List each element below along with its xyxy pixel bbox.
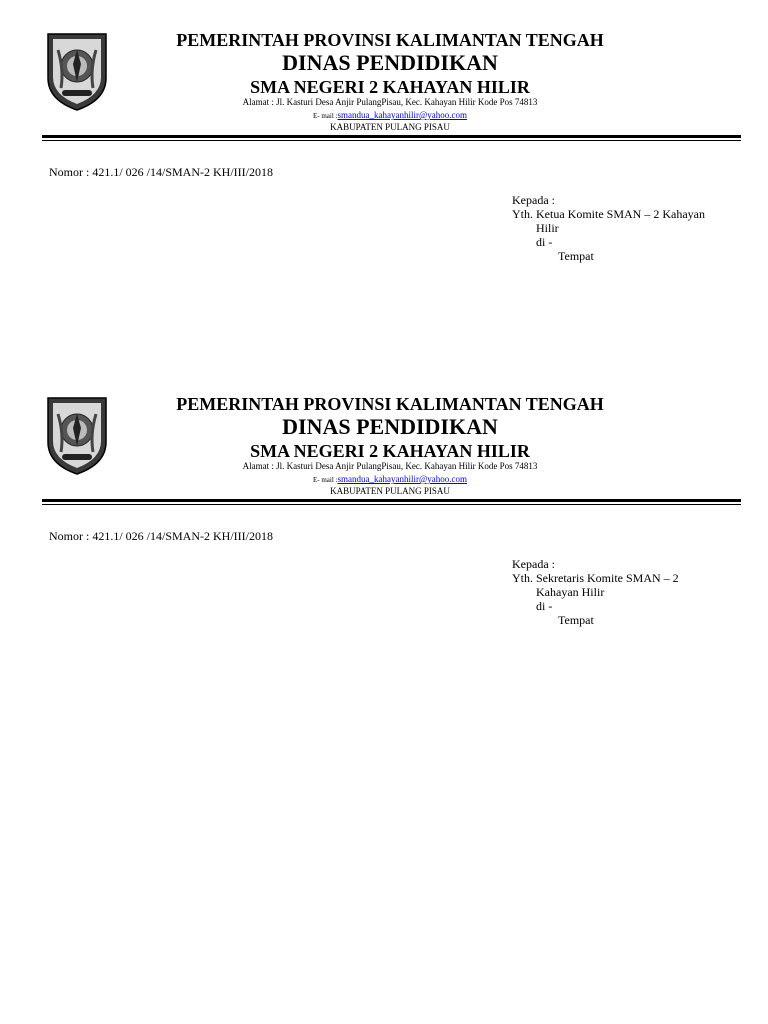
regency-name: KABUPATEN PULANG PISAU bbox=[330, 486, 450, 496]
recipient-line-2: Hilir bbox=[536, 221, 559, 235]
letter-2 bbox=[0, 364, 768, 724]
recipient-line-2: Kahayan Hilir bbox=[536, 585, 605, 599]
email-label: E- mail : bbox=[312, 476, 338, 484]
recipient-kepada: Kepada : bbox=[512, 193, 555, 207]
letterhead-divider-thick bbox=[42, 499, 741, 502]
regency-name: KABUPATEN PULANG PISAU bbox=[330, 122, 450, 132]
agency-title: DINAS PENDIDIKAN bbox=[282, 414, 498, 439]
email-line bbox=[100, 474, 680, 486]
recipient-line-1: Yth. Sekretaris Komite SMAN – 2 bbox=[512, 571, 679, 585]
province-title: PEMERINTAH PROVINSI KALIMANTAN TENGAH bbox=[176, 394, 604, 414]
school-address: Alamat : Jl. Kasturi Desa Anjir PulangPisau, Kec. Kahayan Hilir Kode Pos 74813 bbox=[242, 97, 538, 107]
agency-title: DINAS PENDIDIKAN bbox=[282, 50, 498, 75]
recipient-block bbox=[512, 557, 732, 627]
recipient-block bbox=[512, 193, 732, 263]
letterhead-divider-thin bbox=[42, 504, 741, 505]
province-title: PEMERINTAH PROVINSI KALIMANTAN TENGAH bbox=[176, 30, 604, 50]
letter-number: Nomor : 421.1/ 026 /14/SMAN-2 KH/III/2018 bbox=[49, 165, 273, 179]
letterhead-divider-thick bbox=[42, 135, 741, 138]
recipient-di: di - bbox=[536, 235, 553, 249]
recipient-kepada: Kepada : bbox=[512, 557, 555, 571]
letter-number: Nomor : 421.1/ 026 /14/SMAN-2 KH/III/2018 bbox=[49, 529, 273, 543]
school-title: SMA NEGERI 2 KAHAYAN HILIR bbox=[250, 441, 530, 461]
letterhead-divider-thin bbox=[42, 140, 741, 141]
email-line bbox=[100, 110, 680, 122]
recipient-di: di - bbox=[536, 599, 553, 613]
email-link[interactable]: smandua_kahayanhilir@yahoo.com bbox=[337, 474, 467, 484]
email-link[interactable]: smandua_kahayanhilir@yahoo.com bbox=[337, 110, 467, 120]
school-address: Alamat : Jl. Kasturi Desa Anjir PulangPisau, Kec. Kahayan Hilir Kode Pos 74813 bbox=[242, 461, 538, 471]
recipient-tempat: Tempat bbox=[558, 613, 594, 627]
school-title: SMA NEGERI 2 KAHAYAN HILIR bbox=[250, 77, 530, 97]
recipient-line-1: Yth. Ketua Komite SMAN – 2 Kahayan bbox=[512, 207, 705, 221]
email-label: E- mail : bbox=[312, 112, 338, 120]
letter-1 bbox=[0, 0, 768, 360]
recipient-tempat: Tempat bbox=[558, 249, 594, 263]
